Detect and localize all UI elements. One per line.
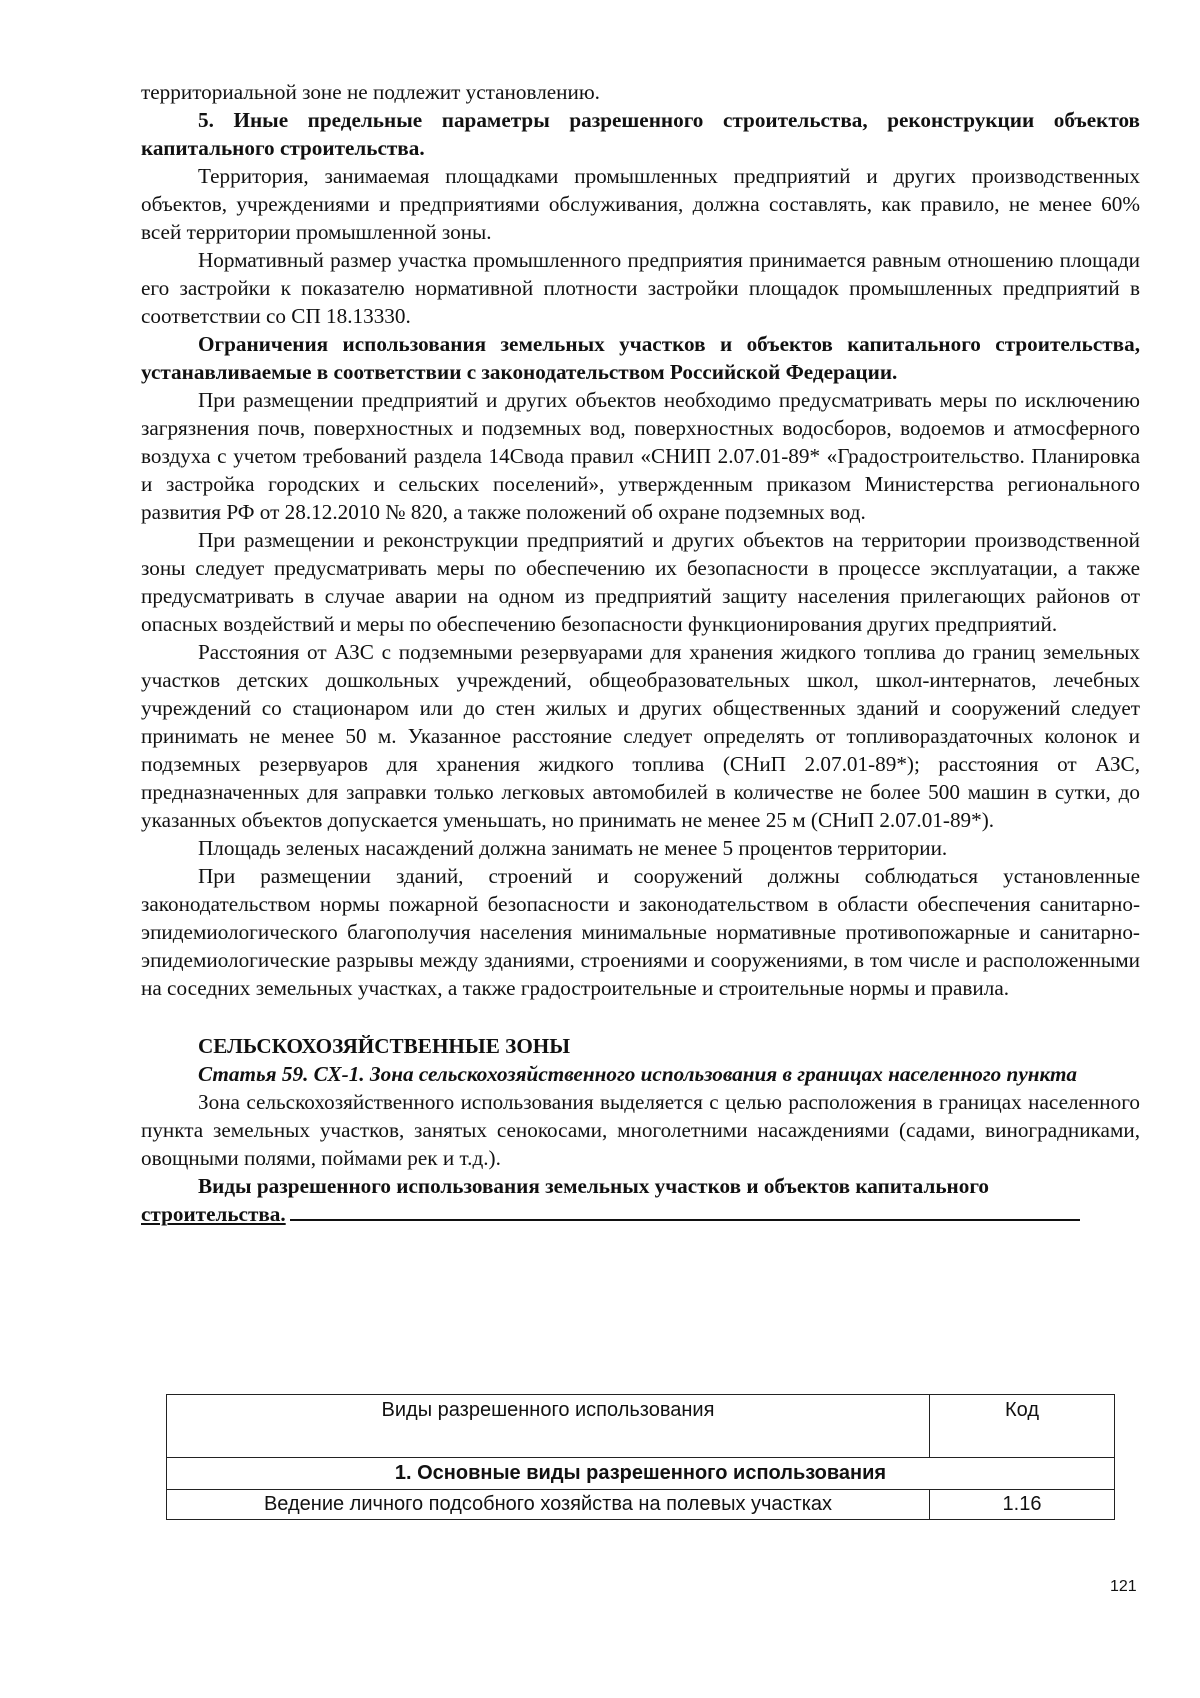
paragraph-pollution-measures: При размещении предприятий и других объектов необходимо предусматривать меры по исключению загрязнения почв, поверхностных и подземных вод, поверхностных водосборов, водоемов и атмосферного воздуха с учетом требований раздела 14Свода правил «СНИП 2.07.01-89* «Градостроительство. Планировка и застройка городских и сельских поселений», утвержденным приказом Министерства регионального развития РФ от 28.12.2010 № 820, а также положений об охране подземных вод.: [141, 388, 1140, 524]
paragraph-territory-share: Территория, занимаемая площадками промышленных предприятий и других производственных объектов, учреждениями и предприятиями обслуживания, должна составлять, как правило, не менее 60% всей территории промышленной зоны.: [141, 164, 1140, 244]
heading-restrictions: Ограничения использования земельных участков и объектов капитального строительства, устанавливаемые в соответствии с законодательством Российской Федерации.: [141, 332, 1140, 384]
paragraph-fire-safety: При размещении зданий, строений и сооружений должны соблюдаться установленные законодательством нормы пожарной безопасности и законодательством в области обеспечения санитарно-эпидемиологического благополучия населения минимальные нормативные противопожарные и санитарно-эпидемиологические разрывы между зданиями, строениями и сооружениями, в том числе и расположенными на соседних земельных участках, а также градостроительные и строительные нормы и правила.: [141, 864, 1140, 1000]
table-header-row: [167, 1395, 1115, 1458]
heading-other-parameters: 5. Иные предельные параметры разрешенного строительства, реконструкции объектов капитального строительства.: [141, 108, 1140, 160]
paragraph-normative-size: Нормативный размер участка промышленного предприятия принимается равным отношению площади его застройки к показателю нормативной плотности застройки площадок промышленных предприятий в соответствии со СП 18.13330.: [141, 248, 1140, 328]
table-row: [167, 1490, 1115, 1520]
paragraph-continuation: территориальной зоне не подлежит установлению.: [141, 80, 600, 104]
use-name: Ведение личного подсобного хозяйства на полевых участках: [167, 1490, 930, 1520]
article-title: Статья 59. СХ-1. Зона сельскохозяйственного использования в границах населенного пункта: [198, 1062, 1078, 1086]
group-main-uses: 1. Основные виды разрешенного использования: [167, 1458, 1115, 1490]
document-body: [141, 78, 1140, 1228]
paragraph-safety-measures: При размещении и реконструкции предприятий и других объектов на территории производственной зоны следует предусматривать меры по обеспечению их безопасности в процессе эксплуатации, а также предусматривать в случае аварии на одном из предприятий защиту населения прилегающих районов от опасных воздействий и меры по обеспечению безопасности функционирования других предприятий.: [141, 528, 1140, 636]
table-group-row: [167, 1458, 1115, 1490]
column-header-code: Код: [930, 1395, 1115, 1458]
section-title: СЕЛЬСКОХОЗЯЙСТВЕННЫЕ ЗОНЫ: [198, 1034, 571, 1058]
column-header-name: Виды разрешенного использования: [167, 1395, 930, 1458]
uses-heading-tail: [141, 1200, 1140, 1228]
permitted-uses-table: [166, 1394, 1115, 1520]
underline-rule: [290, 1219, 1080, 1221]
section-intro: Зона сельскохозяйственного использования выделяется с целью расположения в границах населенного пункта земельных участков, занятых сенокосами, многолетними насаждениями (садами, виноградниками, овощными полями, поймами рек и т.д.).: [141, 1090, 1140, 1170]
paragraph-green-areas: Площадь зеленых насаждений должна занимать не менее 5 процентов территории.: [198, 836, 948, 860]
use-code: 1.16: [930, 1490, 1115, 1520]
paragraph-fuel-station-distances: Расстояния от АЗС с подземными резервуарами для хранения жидкого топлива до границ земельных участков детских дошкольных учреждений, общеобразовательных школ, школ-интернатов, лечебных учреждений со стационаром или до стен жилых и других общественных зданий и сооружений следует принимать не менее 50 м. Указанное расстояние следует определять от топливораздаточных колонок и подземных резервуаров для хранения жидкого топлива (СНиП 2.07.01-89*); расстояния от АЗС, предназначенных для заправки только легковых автомобилей в количестве не более 500 машин в сутки, до указанных объектов допускается уменьшать, но принимать не менее 25 м (СНиП 2.07.01-89*).: [141, 640, 1140, 832]
page-number: 121: [1110, 1578, 1137, 1595]
uses-heading-line2: строительства.: [141, 1202, 286, 1226]
uses-heading-line1: Виды разрешенного использования земельных участков и объектов капитального: [198, 1174, 990, 1198]
uses-heading: [141, 1172, 1140, 1200]
